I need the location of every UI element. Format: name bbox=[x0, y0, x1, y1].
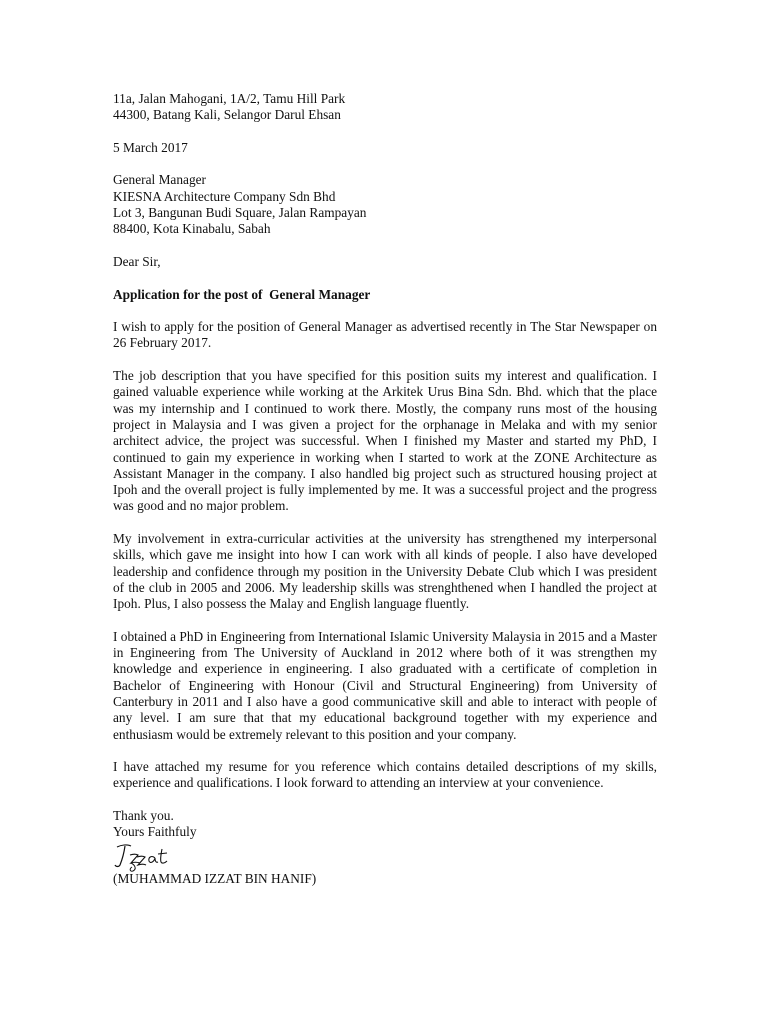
recipient-title: General Manager bbox=[113, 172, 206, 188]
body-paragraph-5: I have attached my resume for you reference which contains detailed descriptions of my skills, experience and qualifications. I look forward to attending an interview at your convenience. bbox=[113, 759, 657, 791]
salutation: Dear Sir, bbox=[113, 253, 161, 269]
signer-name: (MUHAMMAD IZZAT BIN HANIF) bbox=[113, 870, 317, 886]
letter bbox=[113, 91, 657, 887]
recipient-company: KIESNA Architecture Company Sdn Bhd bbox=[113, 188, 336, 204]
signature-icon bbox=[113, 841, 193, 873]
body-paragraph-1: I wish to apply for the position of General Manager as advertised recently in The Star Newspaper on 26 February 2017. bbox=[113, 319, 657, 351]
subject-line: Application for the post of General Manager bbox=[113, 286, 371, 302]
handwritten-signature bbox=[113, 841, 657, 871]
sender-address-line-1: 11a, Jalan Mahogani, 1A/2, Tamu Hill Park bbox=[113, 91, 346, 106]
body-paragraph-4: I obtained a PhD in Engineering from International Islamic University Malaysia in 2015 and a Master in Engineering from The University of Auckland in 2012 where both of it was strengthen my knowledge and experience in engineering. I also graduated with a certificate of completion in Bachelor of Engineering with Honour (Civil and Structural Engineering) from University of Canterbury in 2011 and I also have a good communicative skill and able to interact with people of any level. I am sure that that my educational background together with my experience and enthusiasm would be extremely relevant to this position and your company. bbox=[113, 628, 657, 742]
closing-thanks: Thank you. bbox=[113, 808, 174, 824]
sender-address bbox=[113, 91, 657, 124]
sender-address-line-2: 44300, Batang Kali, Selangor Darul Ehsan bbox=[113, 107, 341, 123]
closing-sign-off: Yours Faithfuly bbox=[113, 824, 197, 840]
body-paragraph-3: My involvement in extra-curricular activities at the university has strengthened my interpersonal skills, which gave me insight into how I can work with all kinds of people. I also have developed leadership and confidence through my position in the University Debate Club which I was president of the club in 2005 and 2006. My leadership skills was strenghthened when I handled the project at Ipoh. Plus, I also possess the Malay and English language fluently. bbox=[113, 531, 657, 612]
body-paragraph-2: The job description that you have specified for this position suits my interest and qualification. I gained valuable experience while working at the Arkitek Urus Bina Sdn. Bhd. which that the place was my internship and I continued to work there. Mostly, the company runs most of the housing project in Malaysia and I was given a project for the orphanage in Melaka and with my senior architect advice, the project was successful. When I finished my Master and started my PhD, I continued to gain my experience in working when I started to work at the ZONE Architecture as Assistant Manager in the company. I also handled big project such as structured housing project at Ipoh and the overall project is fully implemented by me. It was a successful project and the progress was good and no major problem. bbox=[113, 368, 657, 514]
closing bbox=[113, 808, 657, 887]
letter-date: 5 March 2017 bbox=[113, 139, 188, 155]
recipient-address-line-1: Lot 3, Bangunan Budi Square, Jalan Rampayan bbox=[113, 205, 367, 221]
recipient-address-line-2: 88400, Kota Kinabalu, Sabah bbox=[113, 221, 271, 237]
recipient-address bbox=[113, 172, 657, 237]
